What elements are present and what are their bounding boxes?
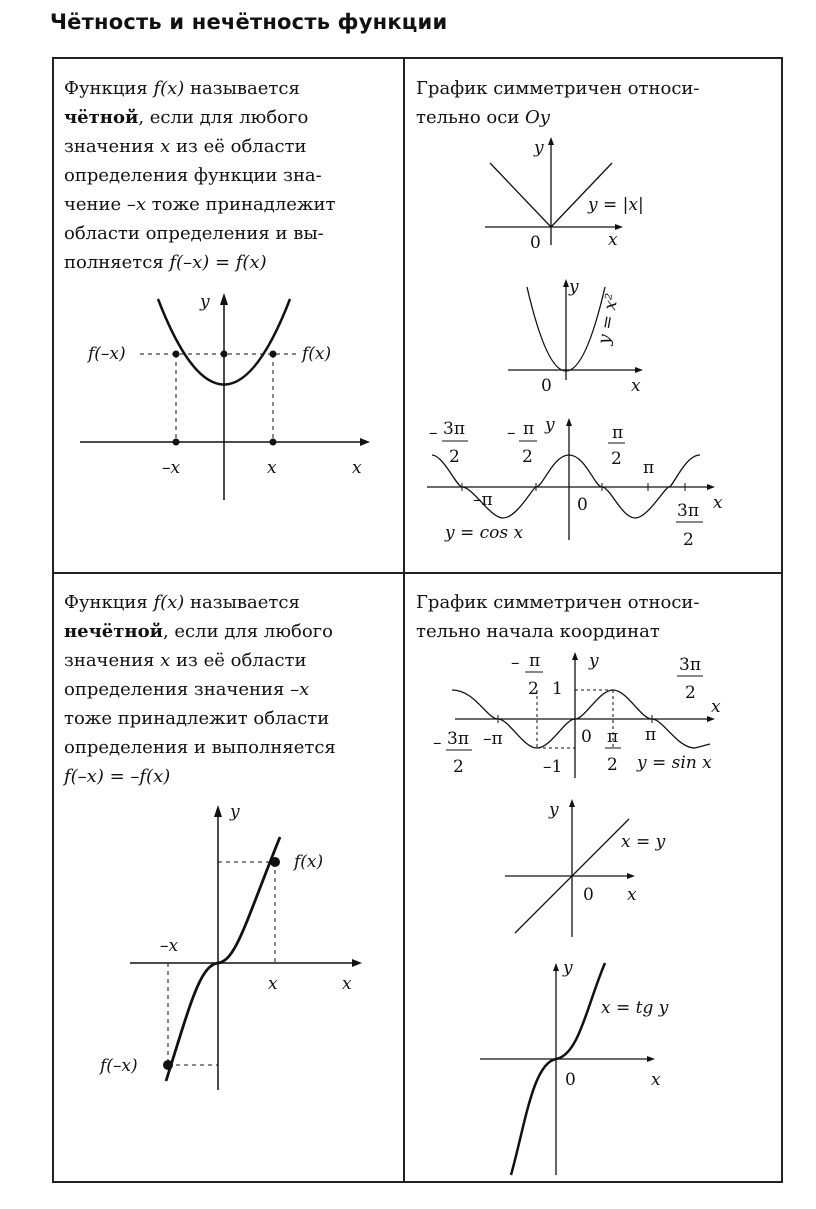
linear-x: x (627, 885, 637, 905)
cos-m3pi2-num: 3π (443, 419, 465, 439)
tan-label: x = tg y (601, 998, 669, 1018)
sin-label: y = sin x (637, 753, 712, 773)
sin-m3pi2-num: 3π (447, 729, 469, 749)
cos-mpi2-den: 2 (522, 447, 533, 467)
abs-graph (480, 135, 720, 255)
abs-x: x (608, 230, 618, 250)
parabola-x: x (631, 376, 641, 396)
cos-pi2-num: π (612, 423, 624, 443)
odd-graph-negx: –x (160, 936, 179, 956)
page-title: Чётность и нечётность функции (50, 10, 448, 34)
cos-mpi: –π (473, 490, 493, 510)
even-graph-negx: –x (162, 458, 181, 478)
linear-label: x = y (621, 832, 666, 852)
sin-mpi: –π (483, 729, 503, 749)
tan-y: y (563, 958, 573, 978)
sin-mpi2-den: 2 (528, 679, 539, 699)
svg-text:–: – (511, 653, 520, 673)
cos-pi32-den: 2 (683, 530, 694, 550)
cos-label: y = cos x (445, 523, 524, 543)
cos-x: x (713, 493, 723, 513)
abs-label: y = |x| (588, 195, 644, 215)
even-graph-fnegx: f(–x) (88, 344, 126, 364)
odd-graph-xt: x (268, 974, 278, 994)
odd-symmetry-text: График симметричен относи- тельно начала координат (416, 592, 700, 642)
tan-graph (475, 955, 695, 1185)
linear-graph (505, 795, 705, 945)
svg-text:–: – (507, 423, 516, 443)
sin-zero: 0 (581, 727, 592, 747)
sin-pi: π (645, 725, 657, 745)
linear-zero: 0 (583, 885, 594, 905)
linear-y: y (549, 800, 559, 820)
cos-zero: 0 (577, 495, 588, 515)
parabola-graph (505, 275, 705, 395)
even-definition: Функция f(x) называется чётной, если для любого значения x из её области определения функции зна- чение –x тоже принадлежит области определения и вы- полняется f(–x) = f(x) (64, 78, 336, 273)
svg-text:–: – (433, 733, 442, 753)
sin-graph (425, 648, 755, 788)
odd-graph-y: y (230, 802, 240, 822)
even-graph-x-label: x (352, 458, 362, 478)
even-function-graph (60, 285, 400, 515)
odd-graph-fnegx: f(–x) (100, 1056, 138, 1076)
even-graph-y-label: y (200, 292, 210, 312)
sin-m3pi2-den: 2 (453, 757, 464, 777)
odd-definition: Функция f(x) называется нечётной, если для любого значения x из её области определения значения –x тоже принадлежит области определения и выполняется f(–x) = –f(x) (64, 592, 336, 787)
cos-y: y (545, 415, 555, 435)
tan-x: x (651, 1070, 661, 1090)
abs-y: y (534, 138, 544, 158)
parabola-label: y = x² (594, 292, 623, 346)
parabola-zero: 0 (541, 376, 552, 396)
parabola-y: y (569, 277, 579, 297)
abs-zero: 0 (530, 233, 541, 253)
cos-pi2-den: 2 (611, 449, 622, 469)
sin-mpi2-num: π (529, 651, 541, 671)
sin-x: x (711, 697, 721, 717)
cos-mpi2-num: π (523, 419, 535, 439)
cos-pi: π (643, 458, 655, 478)
sin-pi2-num: π (607, 727, 619, 747)
cos-m3pi2-den: 2 (449, 447, 460, 467)
table-divider-horizontal (52, 572, 783, 574)
even-graph-xt: x (267, 458, 277, 478)
even-symmetry-text: График симметричен относи- тельно оси Oy (416, 78, 700, 128)
sin-pi32-num: 3π (679, 655, 701, 675)
svg-text:–: – (429, 423, 438, 443)
even-graph-fx: f(x) (302, 344, 332, 364)
odd-graph-x: x (342, 974, 352, 994)
sin-one: 1 (552, 679, 563, 699)
sin-mone: –1 (543, 757, 563, 777)
sin-y: y (589, 651, 599, 671)
cos-graph (415, 410, 735, 555)
sin-pi2-den: 2 (607, 755, 618, 775)
odd-function-graph (90, 795, 430, 1095)
cos-pi32-num: 3π (677, 501, 699, 521)
odd-graph-fx: f(x) (294, 852, 324, 872)
tan-zero: 0 (565, 1070, 576, 1090)
sin-pi32-den: 2 (685, 683, 696, 703)
